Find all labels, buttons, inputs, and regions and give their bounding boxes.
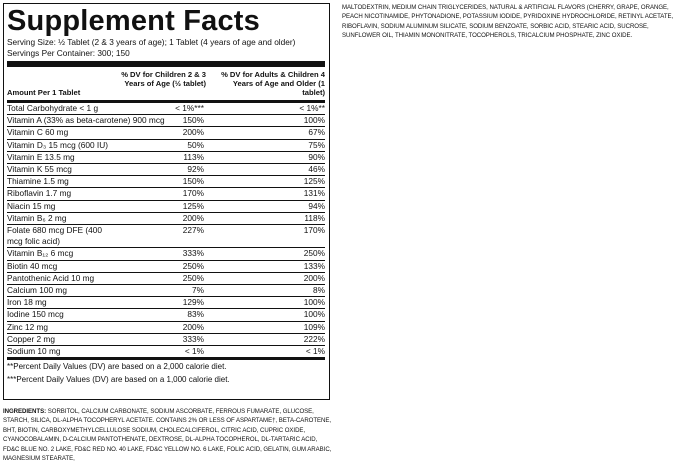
ingredients-block	[3, 407, 333, 463]
dv-adults-value: 118%	[304, 212, 325, 223]
serving-size: Serving Size: ½ Tablet (2 & 3 years of age); 1 Tablet (4 years of age and older)	[7, 37, 296, 47]
dv-adults-value: 250%	[303, 248, 325, 259]
nutrient-row	[7, 175, 325, 187]
dv-adults-value: 170%	[303, 225, 325, 236]
nutrient-row	[7, 200, 325, 212]
dv-adults-value: 222%	[303, 333, 325, 344]
nutrient-name: Biotin 40 mcg	[7, 260, 58, 271]
dv-children-value: 250%	[182, 260, 204, 271]
panel-title: Supplement Facts	[7, 5, 260, 37]
ingredients-text: SORBITOL, CALCIUM CARBONATE, SODIUM ASCORBATE, FERROUS FUMARATE, GLUCOSE, STARCH, SILICA, DL-ALPHA TOCOPHERYL ACETATE. CONTAINS 2% OR LESS OF ASPARTAME†, BETA-CAROTENE, BHT, BIOTIN, CARBOXYMETHYLCELLULOSE SODIUM, CHOLECALCIFEROL, CITRIC ACID, CUPRIC OXIDE, CYANOCOBALAMIN, D-CALCIUM PANTOTHENATE, DEXTROSE, DL-ALPHA TOCOPHEROL, DL-TARTARIC ACID, FD&C BLUE NO. 2 LAKE, FD&C RED NO. 40 LAKE, FD&C YELLOW NO. 6 LAKE, FOLIC ACID, GELATIN, GUM ARABIC, MAGNESIUM STEARATE,	[3, 408, 332, 463]
nutrient-row	[7, 272, 325, 284]
servings-per-container: Servings Per Container: 300; 150	[7, 48, 130, 58]
dv-adults-value: < 1%	[305, 346, 325, 357]
dv-adults-value: 133%	[303, 260, 325, 271]
nutrient-row	[7, 333, 325, 345]
nutrient-row	[7, 308, 325, 320]
dv-children-value: < 1%***	[175, 103, 204, 113]
nutrient-name: Riboflavin 1.7 mg	[7, 188, 72, 199]
dv-adults-value: 90%	[308, 151, 325, 162]
nutrient-row	[7, 247, 325, 259]
nutrient-name: Vitamin A (33% as beta-carotene) 900 mcg	[7, 115, 165, 126]
nutrient-row	[7, 296, 325, 308]
dv-children-value: 7%	[192, 285, 204, 296]
nutrient-row	[7, 284, 325, 296]
footnote-1000: ***Percent Daily Values (DV) are based on a 1,000 calorie diet.	[7, 375, 230, 385]
dv-adults-value: 200%	[303, 272, 325, 283]
header-dv-children: % DV for Children 2 & 3 Years of Age (½ tablet)	[121, 70, 206, 88]
dv-children-value: 50%	[187, 139, 204, 150]
dv-children-value: 250%	[182, 272, 204, 283]
dv-children-value: 113%	[183, 151, 204, 162]
dv-adults-value: 67%	[308, 127, 325, 138]
nutrient-name: Copper 2 mg	[7, 333, 55, 344]
nutrient-row	[7, 345, 325, 357]
nutrient-row	[7, 103, 325, 114]
dv-adults-value: 8%	[313, 285, 325, 296]
nutrient-row	[7, 114, 325, 126]
nutrient-row	[7, 187, 325, 199]
dv-adults-value: 46%	[308, 164, 325, 175]
footnote-2000: **Percent Daily Values (DV) are based on a 2,000 calorie diet.	[7, 362, 227, 372]
dv-children-value: 83%	[187, 309, 204, 320]
nutrient-row	[7, 163, 325, 175]
dv-adults-value: 131%	[303, 188, 325, 199]
nutrient-name: Vitamin C 60 mg	[7, 127, 69, 138]
nutrient-name: Iron 18 mg	[7, 297, 47, 308]
dv-children-value: 200%	[182, 321, 204, 332]
nutrient-name: Vitamin B₆ 2 mg	[7, 212, 67, 223]
dv-adults-value: 75%	[308, 139, 325, 150]
dv-children-value: 333%	[182, 333, 204, 344]
nutrient-name: Pantothenic Acid 10 mg	[7, 272, 95, 283]
nutrient-row	[7, 139, 325, 151]
ingredients-continued: MALTODEXTRIN, MEDIUM CHAIN TRIGLYCERIDES, NATURAL & ARTIFICIAL FLAVORS (CHERRY, GRAPE, ORANGE, PEACH NICOTINAMIDE, PHYTONADIONE, POTASSIUM IODIDE, PYRIDOXINE HYDROCHLORIDE, RETINYL ACETATE, RIBOFLAVIN, SODIUM ALUMINUM SILICATE, SODIUM BENZOATE, SORBIC ACID, STEARIC ACID, SUCROSE, SUNFLOWER OIL, THIAMIN MONONITRATE, TOCOPHEROLS, TRICALCIUM PHOSPHATE, ZINC OXIDE.	[342, 4, 674, 40]
header-amount: Amount Per 1 Tablet	[7, 88, 81, 97]
nutrient-name: Folate 680 mcg DFE (400 mcg folic acid)	[7, 225, 102, 247]
dv-adults-value: 100%	[303, 115, 325, 126]
nutrient-name: Calcium 100 mg	[7, 285, 67, 296]
ingredients-label: INGREDIENTS:	[3, 408, 47, 415]
nutrient-name: Iodine 150 mcg	[7, 309, 64, 320]
table-header	[7, 67, 325, 100]
nutrient-name: Niacin 15 mg	[7, 200, 56, 211]
dv-children-value: 170%	[182, 188, 204, 199]
nutrient-name: Thiamine 1.5 mg	[7, 176, 69, 187]
dv-adults-value: 100%	[303, 309, 325, 320]
dv-children-value: 200%	[182, 212, 204, 223]
dv-adults-value: 125%	[303, 176, 325, 187]
dv-children-value: 125%	[182, 200, 204, 211]
dv-children-value: 150%	[182, 115, 204, 126]
nutrient-rows	[7, 103, 325, 357]
dv-children-value: 92%	[187, 164, 204, 175]
dv-children-value: 129%	[182, 297, 204, 308]
dv-children-value: < 1%	[184, 346, 204, 357]
dv-children-value: 227%	[182, 225, 204, 236]
supplement-facts-panel	[3, 3, 330, 400]
nutrient-row	[7, 260, 325, 272]
dv-adults-value: 109%	[303, 321, 325, 332]
dv-children-value: 200%	[182, 127, 204, 138]
nutrient-name: Zinc 12 mg	[7, 321, 49, 332]
nutrient-row	[7, 126, 325, 138]
dv-children-value: 150%	[182, 176, 204, 187]
nutrient-name: Total Carbohydrate < 1 g	[7, 103, 99, 113]
nutrient-row	[7, 151, 325, 163]
dv-adults-value: < 1%**	[299, 103, 325, 113]
nutrient-name: Vitamin B₁₂ 6 mcg	[7, 248, 74, 259]
nutrient-name: Vitamin D₃ 15 mcg (600 IU)	[7, 139, 108, 150]
dv-adults-value: 94%	[308, 200, 325, 211]
nutrient-row	[7, 212, 325, 224]
nutrient-name: Vitamin E 13.5 mg	[7, 151, 75, 162]
dv-adults-value: 100%	[303, 297, 325, 308]
nutrient-name: Vitamin K 55 mcg	[7, 164, 72, 175]
nutrient-row	[7, 321, 325, 333]
nutrient-row	[7, 224, 325, 247]
dv-children-value: 333%	[182, 248, 204, 259]
header-dv-adults: % DV for Adults & Children 4 Years of Age and Older (1 tablet)	[221, 70, 325, 97]
nutrient-name: Sodium 10 mg	[7, 346, 61, 357]
